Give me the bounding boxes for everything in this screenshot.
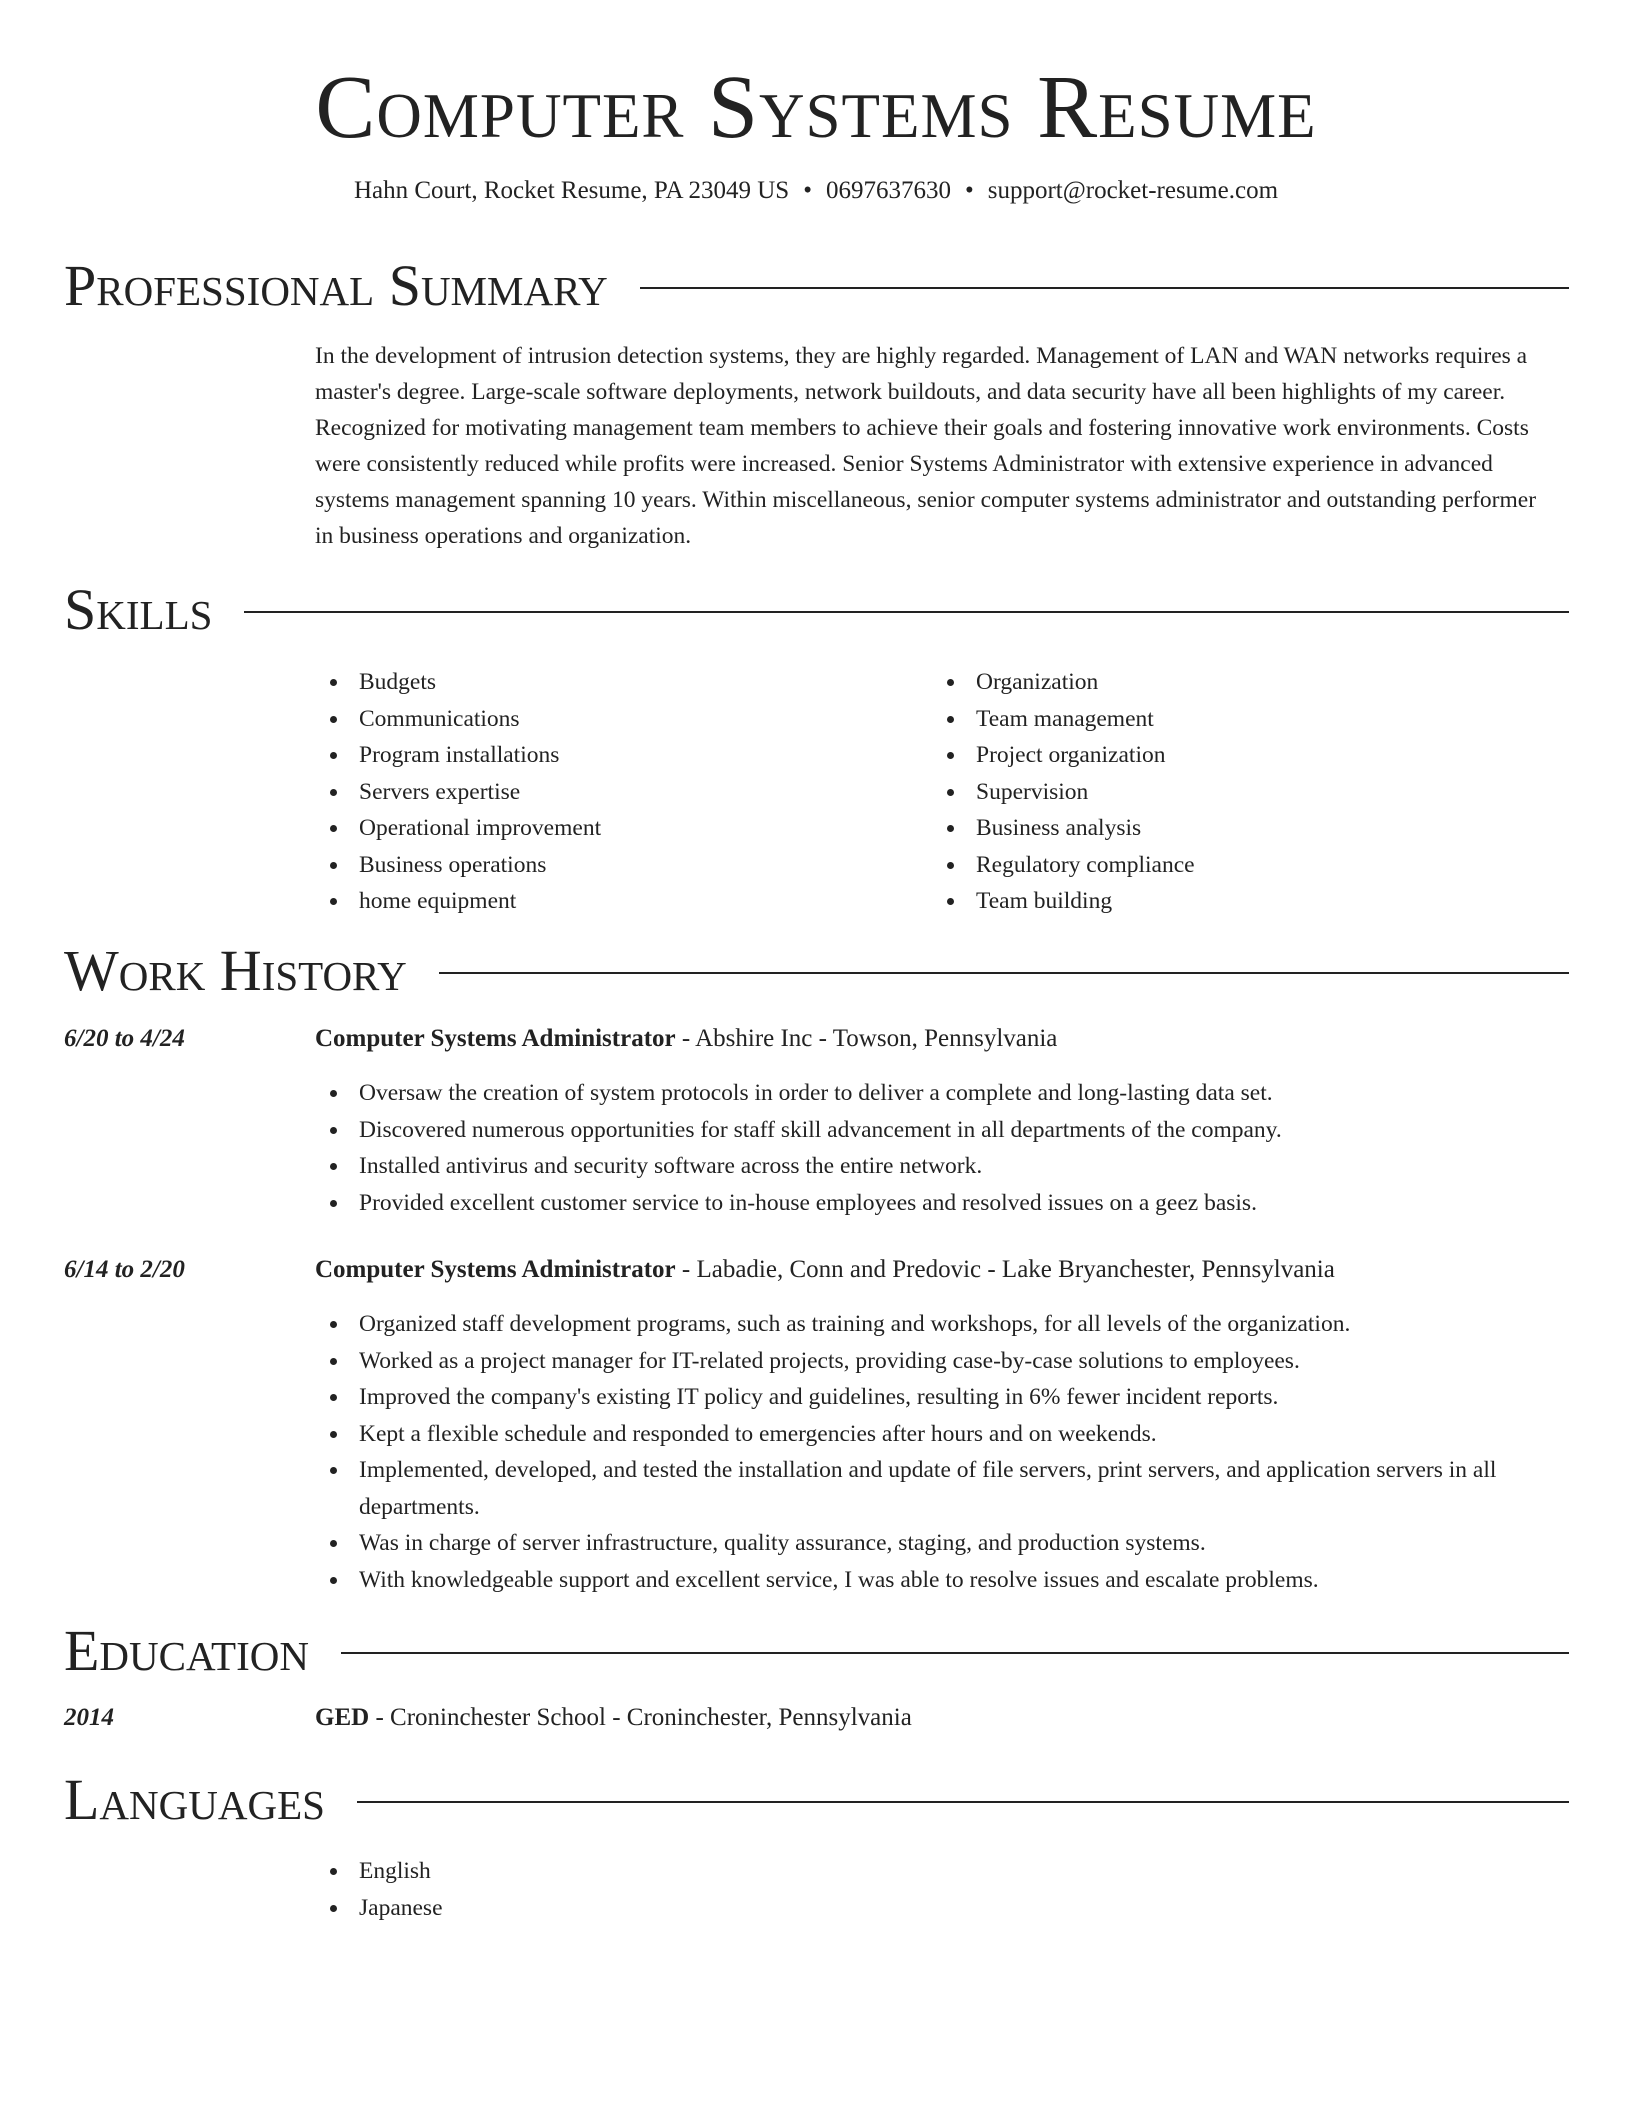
language-item: Japanese [315, 1890, 915, 1927]
skills-list-left [315, 664, 915, 920]
skill-item: Regulatory compliance [932, 847, 1532, 884]
skills-list-right [932, 664, 1532, 920]
contact-line [0, 175, 1632, 207]
skill-item: Operational improvement [315, 810, 915, 847]
skill-item: Organization [932, 664, 1532, 701]
section-rule [341, 1652, 1569, 1654]
education-entry [315, 1702, 1565, 1734]
resume-title: Computer Systems Resume [315, 58, 1317, 157]
job-company: - Labadie, Conn and Predovic - Lake Bryanchester, Pennsylvania [675, 1256, 1335, 1283]
job-title [315, 1254, 1565, 1286]
job-bullet: Implemented, developed, and tested the installation and update of file servers, print servers, and application servers in all departments. [315, 1452, 1565, 1525]
skill-item: home equipment [315, 883, 915, 920]
skill-item: Business operations [315, 847, 915, 884]
section-title-summary: Professional Summary [64, 253, 608, 318]
section-header-languages [64, 1768, 1569, 1832]
skill-item: Team management [932, 701, 1532, 738]
skill-item: Program installations [315, 737, 915, 774]
section-header-skills [64, 578, 1569, 642]
job-bullet: Provided excellent customer service to in-house employees and resolved issues on a geez basis. [315, 1185, 1565, 1222]
summary-text: In the development of intrusion detection systems, they are highly regarded. Management of LAN and WAN networks requires a master's degree. Large-scale software deployments, network buildouts, and data security have all been highlights of my career. Recognized for motivating management team members to achieve their goals and fostering innovative work environments. Costs were consistently reduced while profits were increased. Senior Systems Administrator with extensive experience in advanced systems management spanning 10 years. Within miscellaneous, senior computer systems administrator and outstanding performer in business operations and organization. [315, 343, 1537, 549]
contact-separator: • [803, 177, 812, 204]
section-rule [439, 972, 1569, 974]
skill-item: Communications [315, 701, 915, 738]
education-school: - Croninchester School - Croninchester, Pennsylvania [369, 1704, 912, 1731]
section-title-education: Education [64, 1618, 309, 1683]
email: support@rocket-resume.com [987, 177, 1279, 204]
skill-item: Project organization [932, 737, 1532, 774]
section-title-languages: Languages [64, 1767, 325, 1832]
section-header-summary [64, 254, 1569, 318]
address: Hahn Court, Rocket Resume, PA 23049 US [353, 177, 790, 204]
job-bullet: Discovered numerous opportunities for staff skill advancement in all departments of the company. [315, 1112, 1565, 1149]
skill-item: Supervision [932, 774, 1532, 811]
language-item: English [315, 1853, 915, 1890]
job-bullet: Improved the company's existing IT policy and guidelines, resulting in 6% fewer incident reports. [315, 1379, 1565, 1416]
skill-item: Servers expertise [315, 774, 915, 811]
job-bullet: Worked as a project manager for IT-related projects, providing case-by-case solutions to employees. [315, 1343, 1565, 1380]
section-header-education [64, 1619, 1569, 1683]
job-bullet: Kept a flexible schedule and responded to emergencies after hours and on weekends. [315, 1416, 1565, 1453]
section-title-work: Work History [64, 938, 407, 1003]
section-header-work [64, 939, 1569, 1003]
job-dates: 6/14 to 2/20 [64, 1256, 185, 1283]
job-bullets [315, 1306, 1565, 1598]
education-year: 2014 [64, 1704, 114, 1731]
job-company: - Abshire Inc - Towson, Pennsylvania [675, 1025, 1058, 1052]
languages-list [315, 1853, 915, 1926]
section-rule [357, 1801, 1569, 1803]
section-title-skills: Skills [64, 577, 213, 642]
section-rule [640, 287, 1569, 289]
job-bullet: Was in charge of server infrastructure, quality assurance, staging, and production systems. [315, 1525, 1565, 1562]
skill-item: Team building [932, 883, 1532, 920]
contact-separator: • [964, 177, 974, 204]
job-bullets [315, 1075, 1565, 1221]
section-rule [244, 611, 1569, 613]
job-bullet: Organized staff development programs, such as training and workshops, for all levels of the organization. [315, 1306, 1565, 1343]
phone: 0697637630 [825, 177, 951, 204]
job-role: Computer Systems Administrator [315, 1025, 676, 1052]
job-dates: 6/20 to 4/24 [64, 1025, 185, 1052]
education-degree: GED [315, 1704, 370, 1731]
job-bullet: Oversaw the creation of system protocols in order to deliver a complete and long-lasting data set. [315, 1075, 1565, 1112]
job-bullet: Installed antivirus and security software across the entire network. [315, 1148, 1565, 1185]
job-title [315, 1023, 1565, 1055]
skill-item: Business analysis [932, 810, 1532, 847]
job-role: Computer Systems Administrator [315, 1256, 676, 1283]
skill-item: Budgets [315, 664, 915, 701]
job-bullet: With knowledgeable support and excellent service, I was able to resolve issues and escalate problems. [315, 1562, 1565, 1599]
